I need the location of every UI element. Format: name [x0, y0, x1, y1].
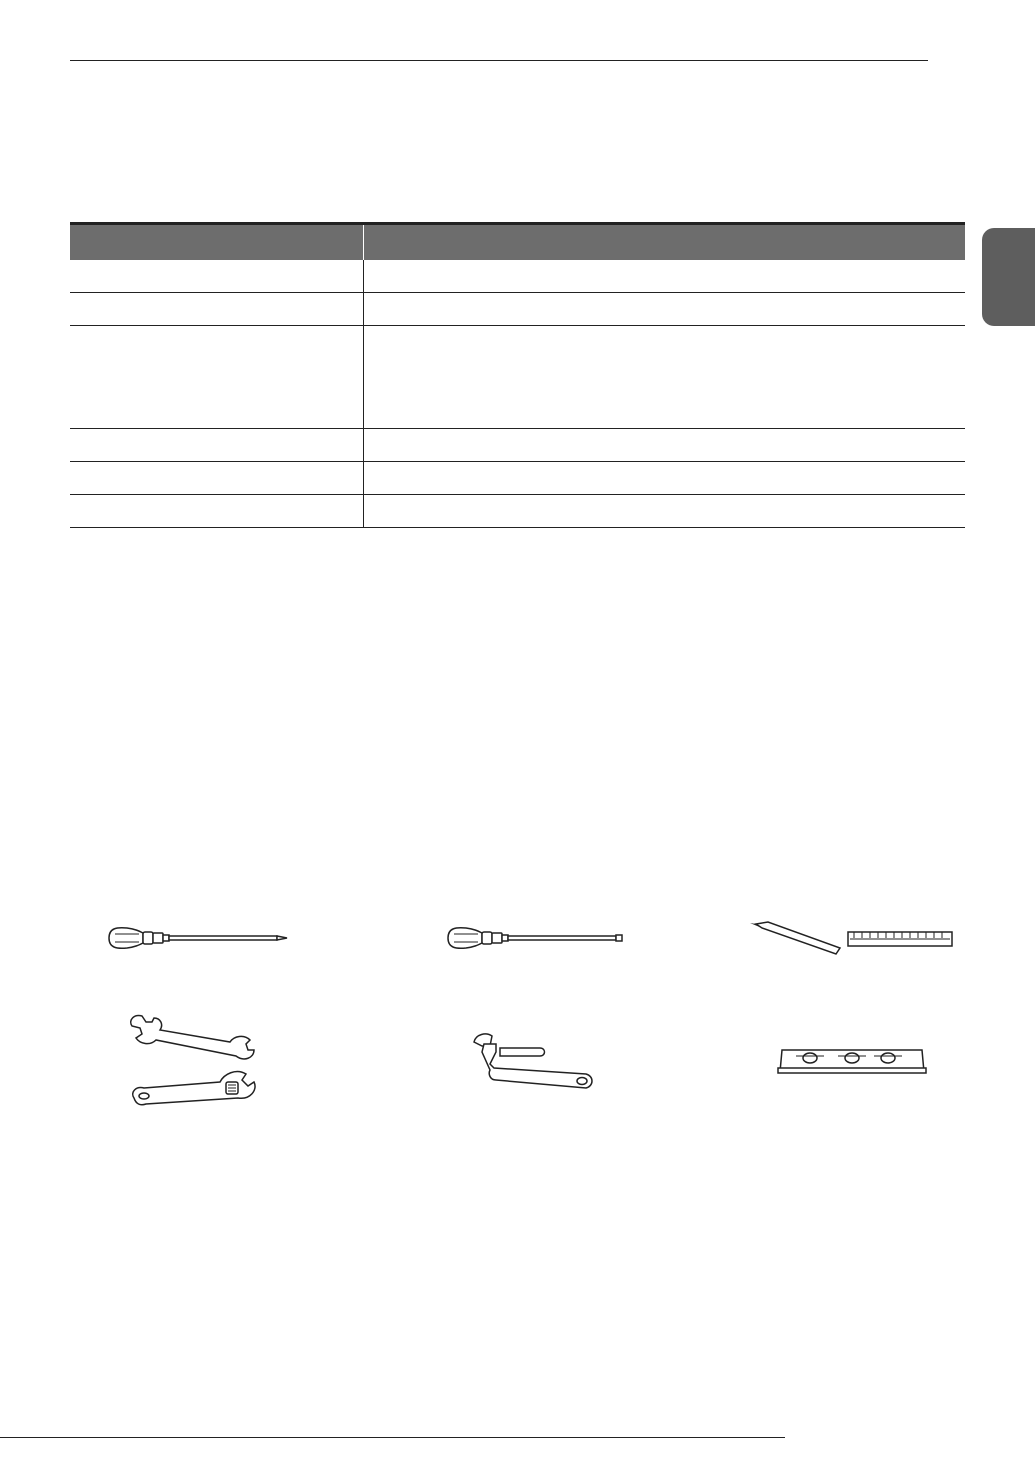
- table-cell: [363, 260, 965, 293]
- phillips-screwdriver-icon: [105, 922, 295, 954]
- language-side-tab[interactable]: [982, 228, 1035, 326]
- table-cell: [363, 429, 965, 462]
- spirit-level-icon: [776, 1046, 928, 1076]
- open-end-and-adjustable-wrench-icon: [120, 1012, 270, 1112]
- table-cell: [363, 293, 965, 326]
- table-header-cell: [363, 224, 965, 260]
- table-cell: [70, 462, 363, 495]
- table-cell: [70, 326, 363, 429]
- table-cell: [70, 293, 363, 326]
- flathead-screwdriver-icon: [444, 922, 634, 954]
- table-row: [70, 429, 965, 462]
- table-row: [70, 462, 965, 495]
- table-row: [70, 293, 965, 326]
- table-header-row: [70, 224, 965, 260]
- table-cell: [70, 260, 363, 293]
- table-row: [70, 260, 965, 293]
- table-row: [70, 495, 965, 528]
- table-cell: [70, 495, 363, 528]
- table-cell: [70, 429, 363, 462]
- table-row: [70, 326, 965, 429]
- pipe-wrench-icon: [470, 1030, 600, 1094]
- table-cell: [363, 495, 965, 528]
- table-header-cell: [70, 224, 363, 260]
- pencil-and-ruler-icon: [748, 918, 958, 958]
- footer-rule: [0, 1437, 785, 1438]
- spec-table: [70, 222, 965, 528]
- table-cell: [363, 326, 965, 429]
- header-rule: [70, 60, 928, 61]
- table-cell: [363, 462, 965, 495]
